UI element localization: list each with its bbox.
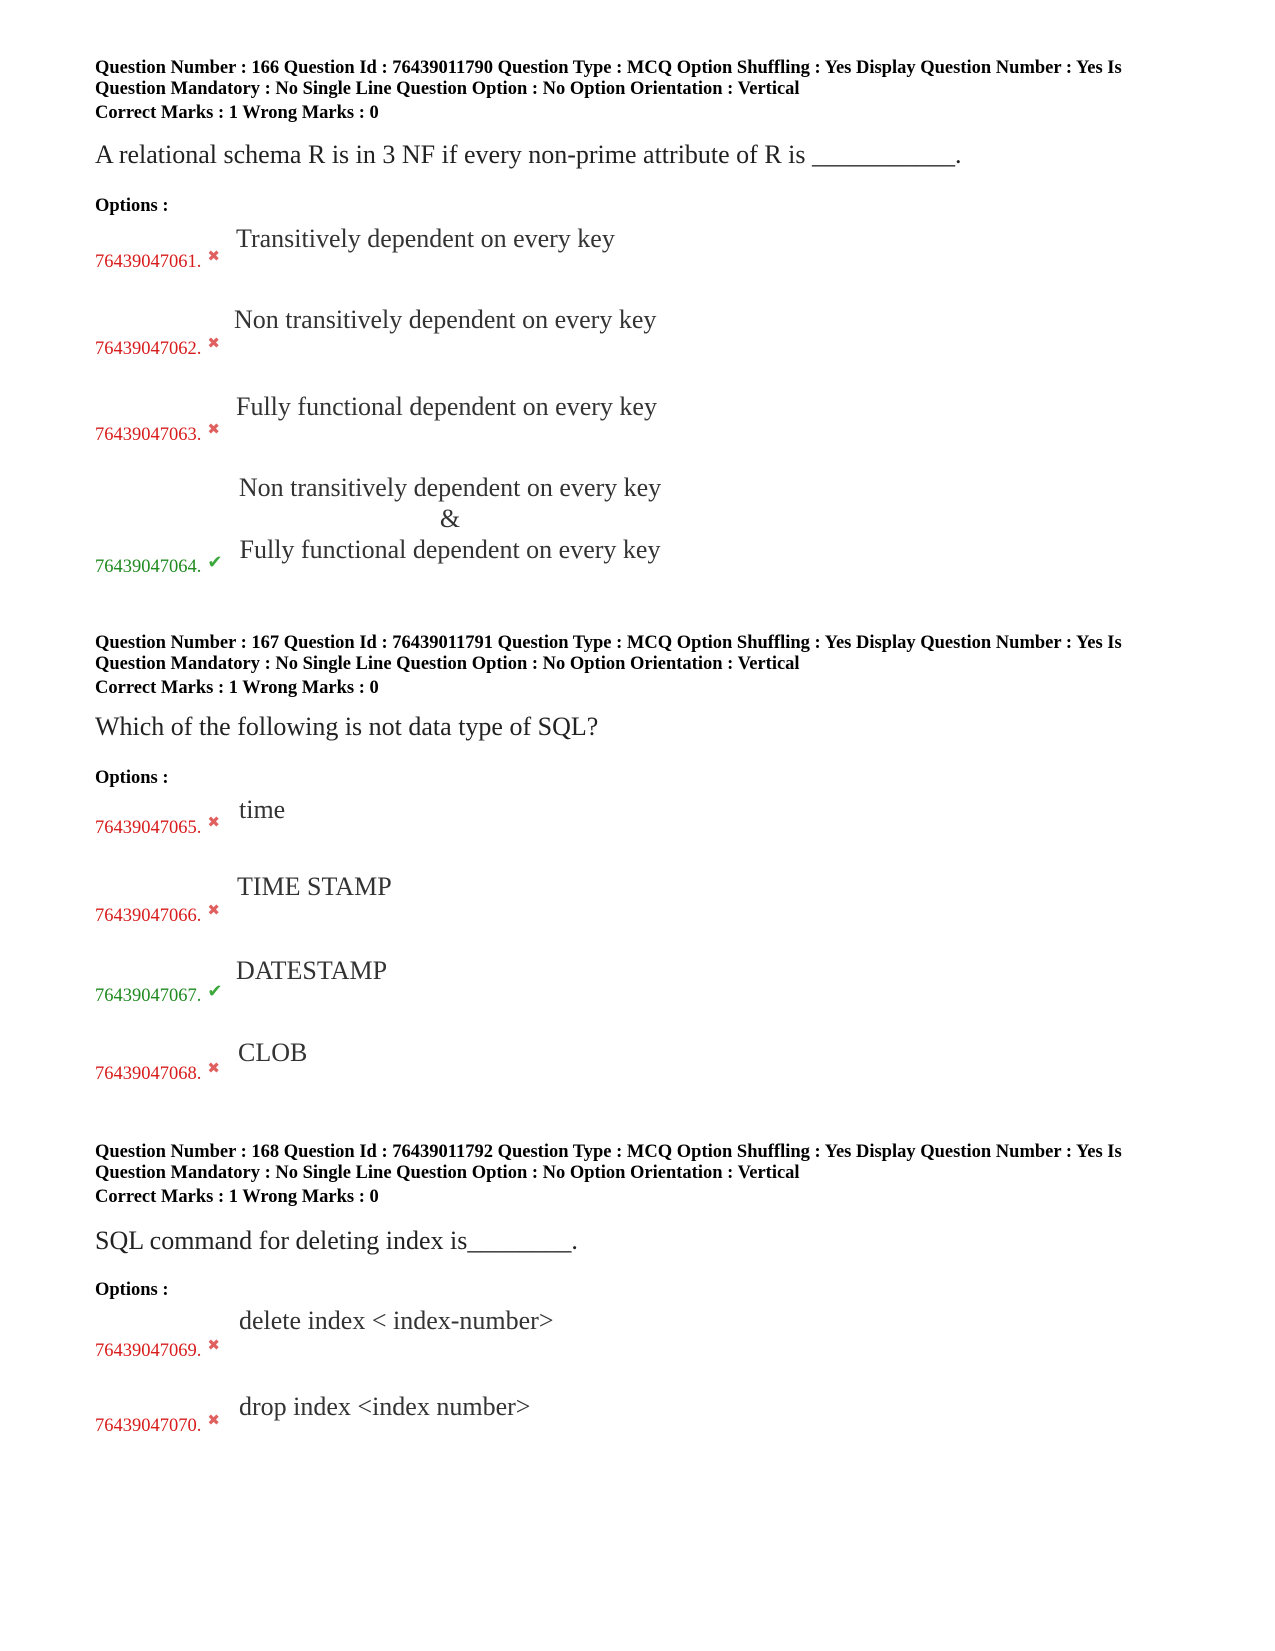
- question-header: [95, 58, 1185, 124]
- options-label: Options :: [95, 1280, 169, 1300]
- options-label: Options :: [95, 768, 169, 788]
- option-text: CLOB: [238, 1038, 308, 1067]
- question-marks: Correct Marks : 1 Wrong Marks : 0: [95, 1187, 379, 1207]
- option-id: [95, 903, 220, 927]
- option-id-text: 76439047065.: [95, 818, 202, 838]
- option-id: [95, 249, 220, 273]
- question-text: A relational schema R is in 3 NF if every non-prime attribute of R is ___________.: [95, 140, 962, 169]
- cross-icon: ✖: [207, 1061, 220, 1077]
- option-text-line: Non transitively dependent on every key: [238, 473, 662, 502]
- option-id-text: 76439047066.: [95, 906, 202, 926]
- question-meta-line1: Question Number : 166 Question Id : 76439011790 Question Type : MCQ Option Shuffling : Yes Display Question Number : Yes Is: [95, 58, 1122, 78]
- question-meta-line1: Question Number : 168 Question Id : 76439011792 Question Type : MCQ Option Shuffling : Yes Display Question Number : Yes Is: [95, 1142, 1122, 1162]
- option-text: drop index <index number>: [239, 1392, 531, 1421]
- option-text-line: Fully functional dependent on every key: [239, 535, 661, 564]
- cross-icon: ✖: [207, 1338, 220, 1354]
- cross-icon: ✖: [207, 336, 220, 352]
- cross-icon: ✖: [207, 903, 220, 919]
- question-meta-line1: Question Number : 167 Question Id : 76439011791 Question Type : MCQ Option Shuffling : Yes Display Question Number : Yes Is: [95, 633, 1122, 653]
- option-id-text: 76439047070.: [95, 1416, 202, 1436]
- option-id: [95, 422, 220, 446]
- option-text: TIME STAMP: [237, 872, 392, 901]
- option-id-text: 76439047064.: [95, 557, 202, 577]
- option-id: [95, 552, 223, 578]
- option-text: delete index < index-number>: [239, 1306, 554, 1335]
- option-id-text: 76439047063.: [95, 425, 202, 445]
- option-id: [95, 981, 223, 1007]
- option-id-text: 76439047061.: [95, 252, 202, 272]
- option-id: [95, 1413, 220, 1437]
- question-text: Which of the following is not data type of SQL?: [95, 712, 599, 741]
- question-meta-line2: Question Mandatory : No Single Line Question Option : No Option Orientation : Vertical: [95, 79, 800, 99]
- cross-icon: ✖: [207, 249, 220, 265]
- check-icon: ✔: [207, 552, 223, 572]
- options-label: Options :: [95, 196, 169, 216]
- question-text: SQL command for deleting index is________.: [95, 1226, 578, 1255]
- option-text-line: &: [439, 504, 461, 533]
- option-text: Non transitively dependent on every key: [234, 305, 657, 334]
- option-text: DATESTAMP: [236, 956, 388, 985]
- option-id: [95, 815, 220, 839]
- cross-icon: ✖: [207, 815, 220, 831]
- option-text: [230, 472, 670, 565]
- option-id-text: 76439047068.: [95, 1064, 202, 1084]
- option-text: Fully functional dependent on every key: [236, 392, 657, 421]
- option-id: [95, 1338, 220, 1362]
- option-text: time: [239, 795, 286, 824]
- question-marks: Correct Marks : 1 Wrong Marks : 0: [95, 678, 379, 698]
- cross-icon: ✖: [207, 1413, 220, 1429]
- option-id-text: 76439047062.: [95, 339, 202, 359]
- question-header: [95, 633, 1185, 699]
- option-id: [95, 336, 220, 360]
- check-icon: ✔: [207, 981, 223, 1001]
- question-marks: Correct Marks : 1 Wrong Marks : 0: [95, 103, 379, 123]
- question-meta-line2: Question Mandatory : No Single Line Question Option : No Option Orientation : Vertical: [95, 654, 800, 674]
- question-meta-line2: Question Mandatory : No Single Line Question Option : No Option Orientation : Vertical: [95, 1163, 800, 1183]
- question-header: [95, 1142, 1185, 1208]
- option-id-text: 76439047067.: [95, 986, 202, 1006]
- option-text: Transitively dependent on every key: [236, 224, 615, 253]
- option-id-text: 76439047069.: [95, 1341, 202, 1361]
- cross-icon: ✖: [207, 422, 220, 438]
- option-id: [95, 1061, 220, 1085]
